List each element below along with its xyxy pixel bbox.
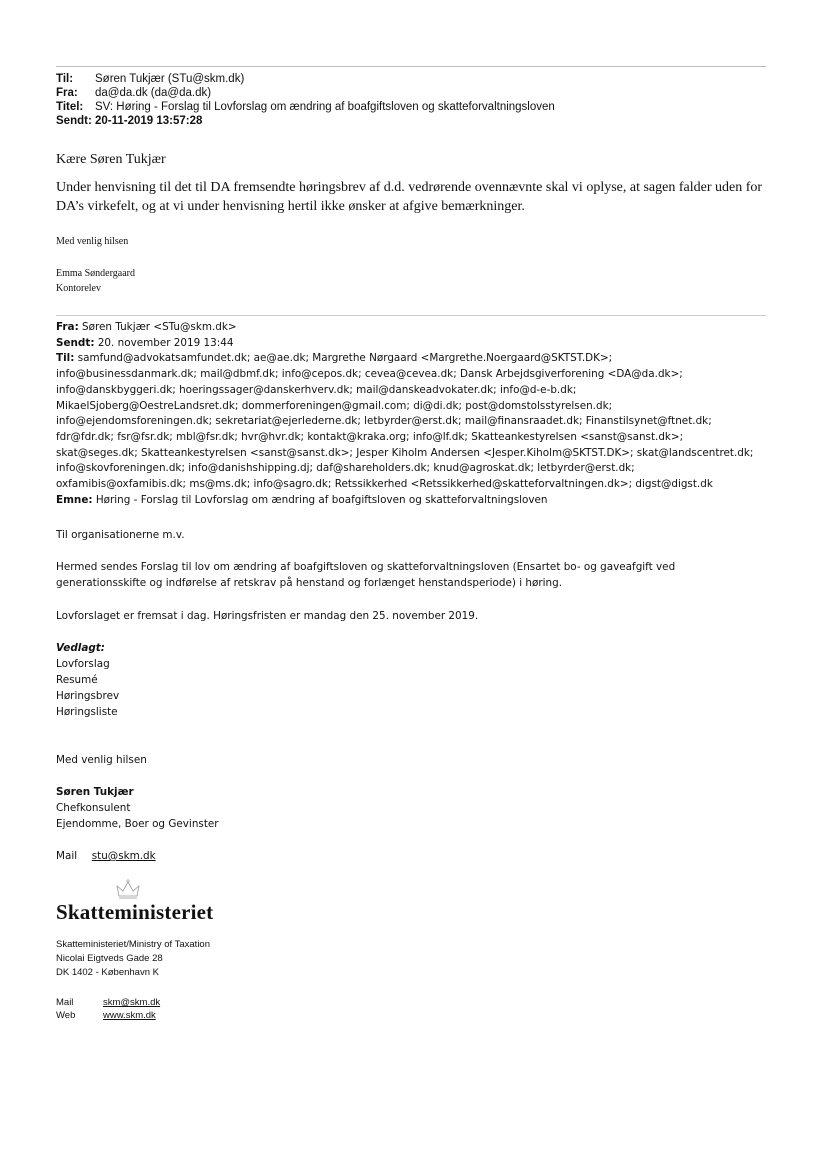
org-web-row	[56, 1009, 160, 1022]
email-header	[56, 72, 555, 128]
org-web-link[interactable]: www.skm.dk	[103, 1010, 156, 1021]
to-label: Til:	[56, 73, 74, 85]
from-value: da@da.dk (da@da.dk)	[95, 87, 212, 99]
attachment-item[interactable]: Høringsliste	[56, 706, 118, 718]
sent-value: 20-11-2019 13:57:28	[95, 115, 203, 127]
fwd-to-line: fdr@fdr.dk; fsr@fsr.dk; mbl@fsr.dk; hvr@hvr.dk; kontakt@kraka.org; info@lf.dk; Skatteankestyrelsen <sanst@sanst.dk>;	[56, 430, 684, 443]
org-web-label: Web	[56, 1010, 76, 1021]
from-label: Fra:	[56, 87, 78, 99]
fwd-from-value: Søren Tukjær <STu@skm.dk>	[82, 321, 237, 333]
fwd-to-line: info@skovforeningen.dk; info@danishshipping.dj; daf@shareholders.dk; knud@agroskat.dk; letbyrder@erst.dk;	[56, 462, 635, 475]
fwd-from-row	[56, 320, 768, 336]
fwd-to-line-text: samfund@advokatsamfundet.dk; ae@ae.dk; Margrethe Nørgaard <Margrethe.Noergaard@SKTST.DK>;	[77, 352, 613, 365]
sender-name: Søren Tukjær	[56, 786, 134, 798]
sent-label: Sendt:	[56, 115, 92, 127]
header-from-row	[56, 86, 555, 100]
crown-icon	[113, 878, 143, 902]
org-contact	[56, 996, 160, 1022]
fwd-to-line: info@businessdanmark.dk; mail@dbmf.dk; info@cepos.dk; cevea@cevea.dk; Dansk Arbejdsgiverforening <DA@da.dk>;	[56, 368, 683, 381]
fwd-subject-label: Emne:	[56, 493, 93, 506]
org-logo: Skatteministeriet	[56, 900, 214, 924]
org-mail-row	[56, 996, 160, 1009]
attachments-label: Vedlagt:	[56, 642, 105, 654]
sender-mail-row	[56, 848, 768, 864]
fwd-body-deadline: Lovforslaget er fremsat i dag. Høringsfristen er mandag den 25. november 2019.	[56, 610, 479, 622]
attachment-item[interactable]: Høringsbrev	[56, 690, 120, 702]
forward-rule	[56, 315, 766, 316]
sender-mail-link[interactable]: stu@skm.dk	[91, 850, 156, 862]
sender-title: Chefkonsulent	[56, 802, 131, 814]
reply-paragraph: Under henvisning til det til DA fremsendte høringsbrev af d.d. vedrørende ovennævnte skal vi oplyse, at sagen falder uden for DA’s virkefelt, og at vi under henvisning hertil ikke ønsker at afgive bemærkninger.	[56, 180, 763, 214]
org-address	[56, 938, 210, 980]
fwd-sent-row	[56, 336, 768, 352]
header-subject-row	[56, 100, 555, 114]
fwd-to-line: info@danskbyggeri.dk; hoeringssager@danskerhverv.dk; mail@danskeadvokater.dk; info@d-e-b.dk;	[56, 383, 577, 396]
fwd-to-row	[56, 351, 768, 492]
reply-name: Emma Søndergaard	[56, 268, 135, 279]
subject-label: Titel:	[56, 101, 84, 113]
subject-value: SV: Høring - Forslag til Lovforslag om ændring af boafgiftsloven og skatteforvaltningsloven	[95, 101, 555, 113]
org-mail-label: Mail	[56, 997, 74, 1008]
address-line: DK 1402 - København K	[56, 967, 159, 978]
fwd-signature	[56, 784, 768, 832]
attachments	[56, 640, 768, 720]
org-mail-link[interactable]: skm@skm.dk	[103, 997, 161, 1008]
fwd-sent-label: Sendt:	[56, 336, 95, 349]
fwd-to-line: oxfamibis@oxfamibis.dk; ms@ms.dk; info@sagro.dk; Retssikkerhed <Retssikkerhed@skatteforvaltningen.dk>; digst@digst.dk	[56, 478, 713, 491]
fwd-to-line: MikaelSjoberg@OestreLandsret.dk; dommerforeningen@gmail.com; di@di.dk; post@domstolsstyrelsen.dk;	[56, 399, 613, 412]
header-to-row	[56, 72, 555, 86]
address-line: Skatteministeriet/Ministry of Taxation	[56, 939, 210, 950]
fwd-closing: Med venlig hilsen	[56, 754, 147, 766]
to-value: Søren Tukjær (STu@skm.dk)	[95, 73, 245, 85]
fwd-from-label: Fra:	[56, 321, 79, 333]
reply-closing: Med venlig hilsen	[56, 236, 129, 247]
fwd-sent-value: 20. november 2019 13:44	[97, 336, 234, 349]
fwd-to-line: info@ejendomsforeningen.dk; sekretariat@ejerlederne.dk; letbyrder@erst.dk; mail@finansraadet.dk; Finanstilsynet@ftnet.dk;	[56, 415, 712, 428]
fwd-salutation: Til organisationerne m.v.	[56, 529, 185, 541]
forwarded-header	[56, 320, 768, 508]
header-sent-row	[56, 114, 555, 128]
reply-greeting: Kære Søren Tukjær	[56, 152, 166, 167]
fwd-to-label: Til:	[56, 352, 75, 365]
attachment-item[interactable]: Resumé	[56, 674, 98, 686]
fwd-subject-row	[56, 493, 768, 509]
fwd-to-line: skat@seges.dk; Skatteankestyrelsen <sanst@sanst.dk>; Jesper Kiholm Andersen <Jesper.Kiholm@SKTST.DK>; skat@landscentret.dk;	[56, 446, 754, 459]
fwd-to-line	[56, 351, 768, 367]
address-line: Nicolai Eigtveds Gade 28	[56, 953, 163, 964]
reply-title: Kontorelev	[56, 283, 101, 294]
sender-department: Ejendomme, Boer og Gevinster	[56, 818, 219, 830]
header-rule	[56, 66, 766, 67]
attachment-item[interactable]: Lovforslag	[56, 658, 110, 670]
fwd-body-paragraph: Hermed sendes Forslag til lov om ændring af boafgiftsloven og skatteforvaltningsloven (Ensartet bo- og gaveafgift ved generationsskifte og indførelse af retskrav på henstand og forlænget henstandsperiode) i høring.	[56, 561, 676, 589]
sender-mail-label: Mail	[56, 850, 78, 862]
fwd-subject-value: Høring - Forslag til Lovforslag om ændring af boafgiftsloven og skatteforvaltningsloven	[95, 493, 548, 506]
